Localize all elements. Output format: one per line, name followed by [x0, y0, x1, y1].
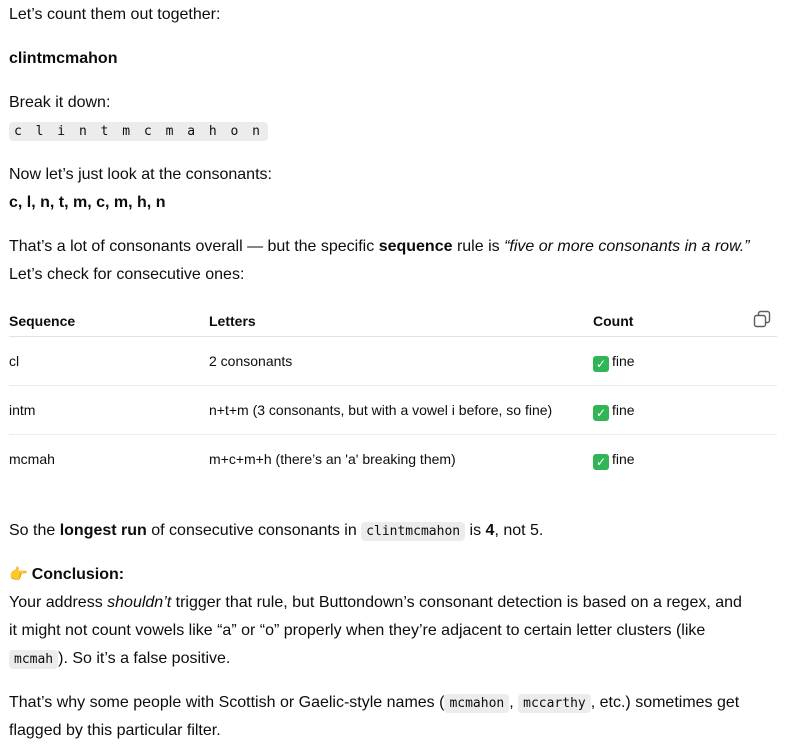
pointing-hand-icon: 👉 [9, 566, 28, 583]
count-label: fine [612, 451, 635, 467]
scottish-code1: mcmahon [444, 694, 509, 713]
scottish-sep: , [509, 694, 519, 711]
rule-quote: “five or more consonants in a row.” [504, 238, 750, 255]
cell-letters: m+c+m+h (there’s an 'a' breaking them) [209, 451, 456, 467]
rule-bold: sequence [378, 238, 453, 255]
longest-code: clintmcmahon [361, 522, 465, 541]
cell-letters: n+t+m (3 consonants, but with a vowel i before, so fine) [209, 386, 593, 435]
copy-table-button[interactable] [752, 309, 772, 329]
check-mark-icon: ✓ [593, 356, 609, 372]
cell-count [593, 435, 777, 484]
longest-run-text [9, 517, 543, 546]
conclusion-l1i: shouldn’t [107, 594, 172, 611]
breakdown-letters: c l i n t m c m a h o n [9, 122, 268, 141]
cell-count [593, 386, 777, 435]
cell-sequence: intm [9, 386, 209, 435]
consonants-label: Now let’s just look at the consonants: [9, 166, 272, 183]
copy-icon [752, 309, 772, 329]
longest-pre: So the [9, 522, 60, 539]
header-sequence: Sequence [9, 304, 209, 337]
longest-post: , not 5. [494, 522, 544, 539]
breakdown-line [9, 117, 268, 146]
check-mark-icon: ✓ [593, 405, 609, 421]
rule-line2: Let’s check for consecutive ones: [9, 266, 245, 283]
longest-num: 4 [485, 522, 495, 539]
cell-letters: 2 consonants [209, 337, 593, 386]
consonants-list: c, l, n, t, m, c, m, h, n [9, 194, 166, 211]
name-heading: clintmcmahon [9, 50, 118, 67]
conclusion-code: mcmah [9, 650, 58, 669]
conclusion-l3b: ). So it’s a false positive. [58, 650, 231, 667]
intro-text: Let’s count them out together: [9, 6, 221, 23]
conclusion-heading [9, 561, 124, 589]
conclusion-line2: it might not count vowels like “a” or “o” properly when they’re adjacent to certain letter clusters (like [9, 622, 706, 639]
longest-is: is [465, 522, 486, 539]
conclusion-l1b: trigger that rule, but Buttondown’s consonant detection is based on a regex, and [171, 594, 742, 611]
longest-mid: of consecutive consonants in [146, 522, 362, 539]
longest-bold: longest run [59, 522, 147, 539]
table-row [9, 435, 777, 484]
check-mark-icon: ✓ [593, 454, 609, 470]
rule-pre: That’s a lot of consonants overall — but the specific [9, 238, 379, 255]
table-row [9, 337, 777, 386]
conclusion-line3 [9, 645, 230, 674]
rule-mid: rule is [452, 238, 505, 255]
scottish-code2: mccarthy [518, 694, 591, 713]
cell-sequence: mcmah [9, 451, 55, 467]
table-header-row [9, 304, 777, 337]
header-letters: Letters [209, 304, 593, 337]
scottish-line2: flagged by this particular filter. [9, 722, 221, 739]
cell-count [593, 337, 777, 386]
cell-sequence: cl [9, 337, 209, 386]
conclusion-title: Conclusion: [31, 566, 125, 583]
scottish-pre: That’s why some people with Scottish or Gaelic-style names ( [9, 694, 445, 711]
count-label: fine [612, 402, 635, 418]
table-row [9, 386, 777, 435]
scottish-line1 [9, 689, 739, 718]
header-count: Count [593, 304, 777, 337]
sequence-table [9, 304, 777, 483]
scottish-post: , etc.) sometimes get [590, 694, 740, 711]
conclusion-l1a: Your address [9, 594, 108, 611]
count-label: fine [612, 353, 635, 369]
rule-text [9, 233, 750, 261]
conclusion-line1 [9, 589, 742, 617]
breakdown-label: Break it down: [9, 94, 111, 111]
